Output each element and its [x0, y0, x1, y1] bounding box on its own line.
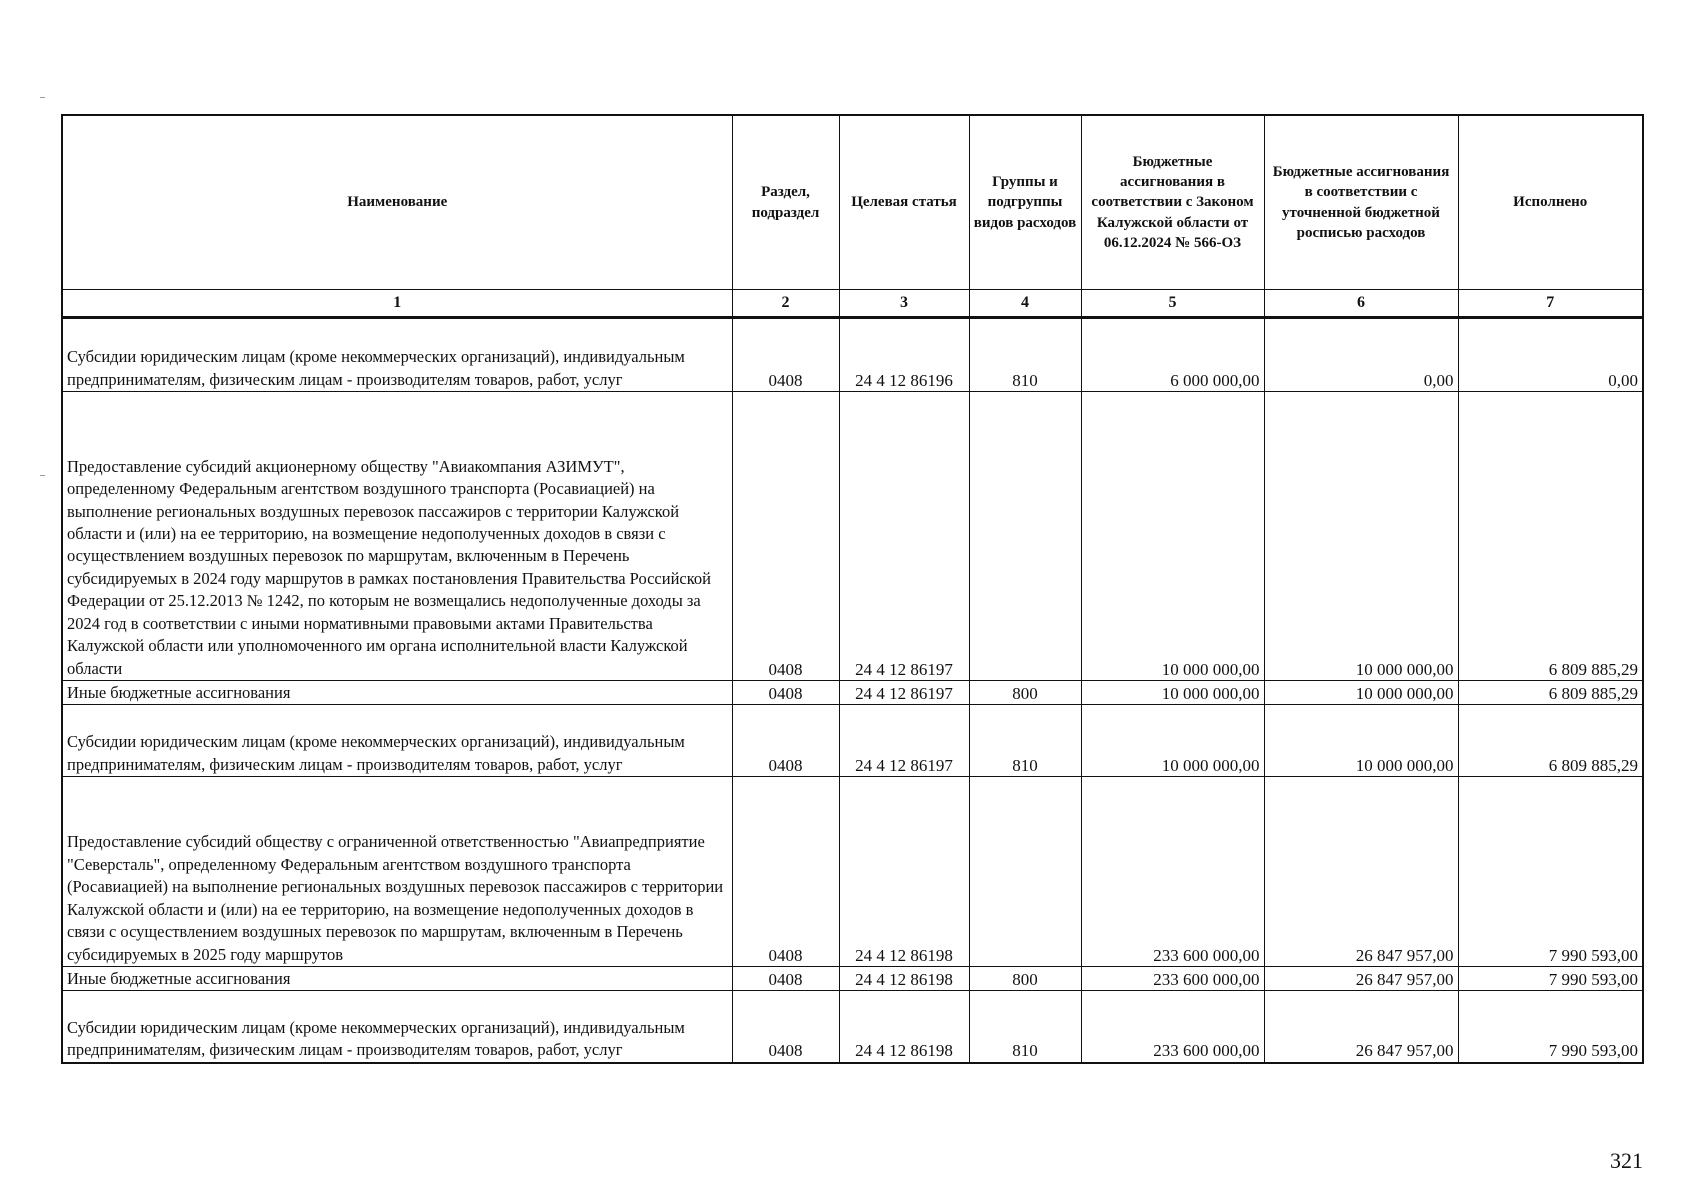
row-executed-amount: 6 809 885,29 [1458, 705, 1643, 777]
row-law-amount: 233 600 000,00 [1081, 777, 1264, 967]
row-name: Предоставление субсидий обществу с ограниченной ответственностью "Авиапредприятие "Северсталь", определенному Федеральным агентством воздушного транспорта (Росавиацией) на выполнение региональных воздушных перевозок пассажиров с территории Калужской области и (или) на ее территорию, на возмещение недополученных доходов в связи с осуществлением воздушных перевозок по маршрутам, включенным в Перечень субсидируемых в 2025 году маршрутов [62, 777, 732, 967]
row-refined-amount: 10 000 000,00 [1264, 392, 1458, 681]
row-target-article: 24 4 12 86198 [839, 777, 969, 967]
header-refined-allocations: Бюджетные ассигнования в соответствии с уточненной бюджетной росписью расходов [1264, 115, 1458, 290]
table-row [62, 967, 1643, 991]
row-section: 0408 [732, 681, 839, 705]
header-target-article: Целевая статья [839, 115, 969, 290]
row-law-amount: 10 000 000,00 [1081, 392, 1264, 681]
row-expense-group: 800 [969, 967, 1081, 991]
table-row [62, 705, 1643, 777]
row-executed-amount: 6 809 885,29 [1458, 681, 1643, 705]
column-number: 6 [1264, 290, 1458, 318]
page-number: 321 [1610, 1148, 1643, 1173]
row-expense-group [969, 392, 1081, 681]
row-target-article: 24 4 12 86197 [839, 392, 969, 681]
scan-mark [40, 97, 45, 98]
row-law-amount: 233 600 000,00 [1081, 991, 1264, 1063]
column-number: 7 [1458, 290, 1643, 318]
row-section: 0408 [732, 991, 839, 1063]
row-expense-group: 810 [969, 705, 1081, 777]
column-number: 1 [62, 290, 732, 318]
row-section: 0408 [732, 967, 839, 991]
column-number: 2 [732, 290, 839, 318]
row-name: Иные бюджетные ассигнования [62, 681, 732, 705]
row-refined-amount: 0,00 [1264, 318, 1458, 392]
row-name: Субсидии юридическим лицам (кроме некоммерческих организаций), индивидуальным предпринимателям, физическим лицам - производителям товаров, работ, услуг [62, 991, 732, 1063]
column-number: 5 [1081, 290, 1264, 318]
row-refined-amount: 10 000 000,00 [1264, 681, 1458, 705]
table-row [62, 681, 1643, 705]
row-executed-amount: 7 990 593,00 [1458, 777, 1643, 967]
row-executed-amount: 6 809 885,29 [1458, 392, 1643, 681]
header-section: Раздел, подраздел [732, 115, 839, 290]
table-row [62, 318, 1643, 392]
row-executed-amount: 7 990 593,00 [1458, 991, 1643, 1063]
row-expense-group: 810 [969, 318, 1081, 392]
row-refined-amount: 26 847 957,00 [1264, 777, 1458, 967]
row-name: Иные бюджетные ассигнования [62, 967, 732, 991]
row-section: 0408 [732, 318, 839, 392]
row-expense-group: 800 [969, 681, 1081, 705]
row-refined-amount: 26 847 957,00 [1264, 991, 1458, 1063]
row-executed-amount: 7 990 593,00 [1458, 967, 1643, 991]
column-number: 3 [839, 290, 969, 318]
row-target-article: 24 4 12 86198 [839, 967, 969, 991]
row-refined-amount: 10 000 000,00 [1264, 705, 1458, 777]
row-section: 0408 [732, 777, 839, 967]
row-executed-amount: 0,00 [1458, 318, 1643, 392]
row-law-amount: 10 000 000,00 [1081, 705, 1264, 777]
row-section: 0408 [732, 392, 839, 681]
scan-mark [40, 475, 45, 476]
row-refined-amount: 26 847 957,00 [1264, 967, 1458, 991]
table-row [62, 991, 1643, 1063]
budget-table [61, 114, 1644, 1064]
row-target-article: 24 4 12 86197 [839, 705, 969, 777]
row-name: Субсидии юридическим лицам (кроме некоммерческих организаций), индивидуальным предпринимателям, физическим лицам - производителям товаров, работ, услуг [62, 705, 732, 777]
header-row [62, 115, 1643, 290]
row-law-amount: 10 000 000,00 [1081, 681, 1264, 705]
header-law-allocations: Бюджетные ассигнования в соответствии с Законом Калужской области от 06.12.2024 № 566-ОЗ [1081, 115, 1264, 290]
column-number: 4 [969, 290, 1081, 318]
row-target-article: 24 4 12 86198 [839, 991, 969, 1063]
table-row [62, 777, 1643, 967]
header-name: Наименование [62, 115, 732, 290]
header-executed: Исполнено [1458, 115, 1643, 290]
row-law-amount: 233 600 000,00 [1081, 967, 1264, 991]
row-law-amount: 6 000 000,00 [1081, 318, 1264, 392]
row-expense-group: 810 [969, 991, 1081, 1063]
row-name: Субсидии юридическим лицам (кроме некоммерческих организаций), индивидуальным предпринимателям, физическим лицам - производителям товаров, работ, услуг [62, 318, 732, 392]
column-number-row [62, 290, 1643, 318]
row-section: 0408 [732, 705, 839, 777]
header-expense-group: Группы и подгруппы видов расходов [969, 115, 1081, 290]
row-target-article: 24 4 12 86196 [839, 318, 969, 392]
table-row [62, 392, 1643, 681]
row-name: Предоставление субсидий акционерному обществу "Авиакомпания АЗИМУТ", определенному Федеральным агентством воздушного транспорта (Росавиацией) на выполнение региональных воздушных перевозок пассажиров с территории Калужской области и (или) на ее территорию, на возмещение недополученных доходов в связи с осуществлением воздушных перевозок по маршрутам, включенным в Перечень субсидируемых в 2024 году маршрутов в рамках постановления Правительства Российской Федерации от 25.12.2013 № 1242, по которым не возмещались недополученные доходы за 2024 год в соответствии с иными нормативными правовыми актами Правительства Калужской области или уполномоченного им органа исполнительной власти Калужской области [62, 392, 732, 681]
row-target-article: 24 4 12 86197 [839, 681, 969, 705]
row-expense-group [969, 777, 1081, 967]
